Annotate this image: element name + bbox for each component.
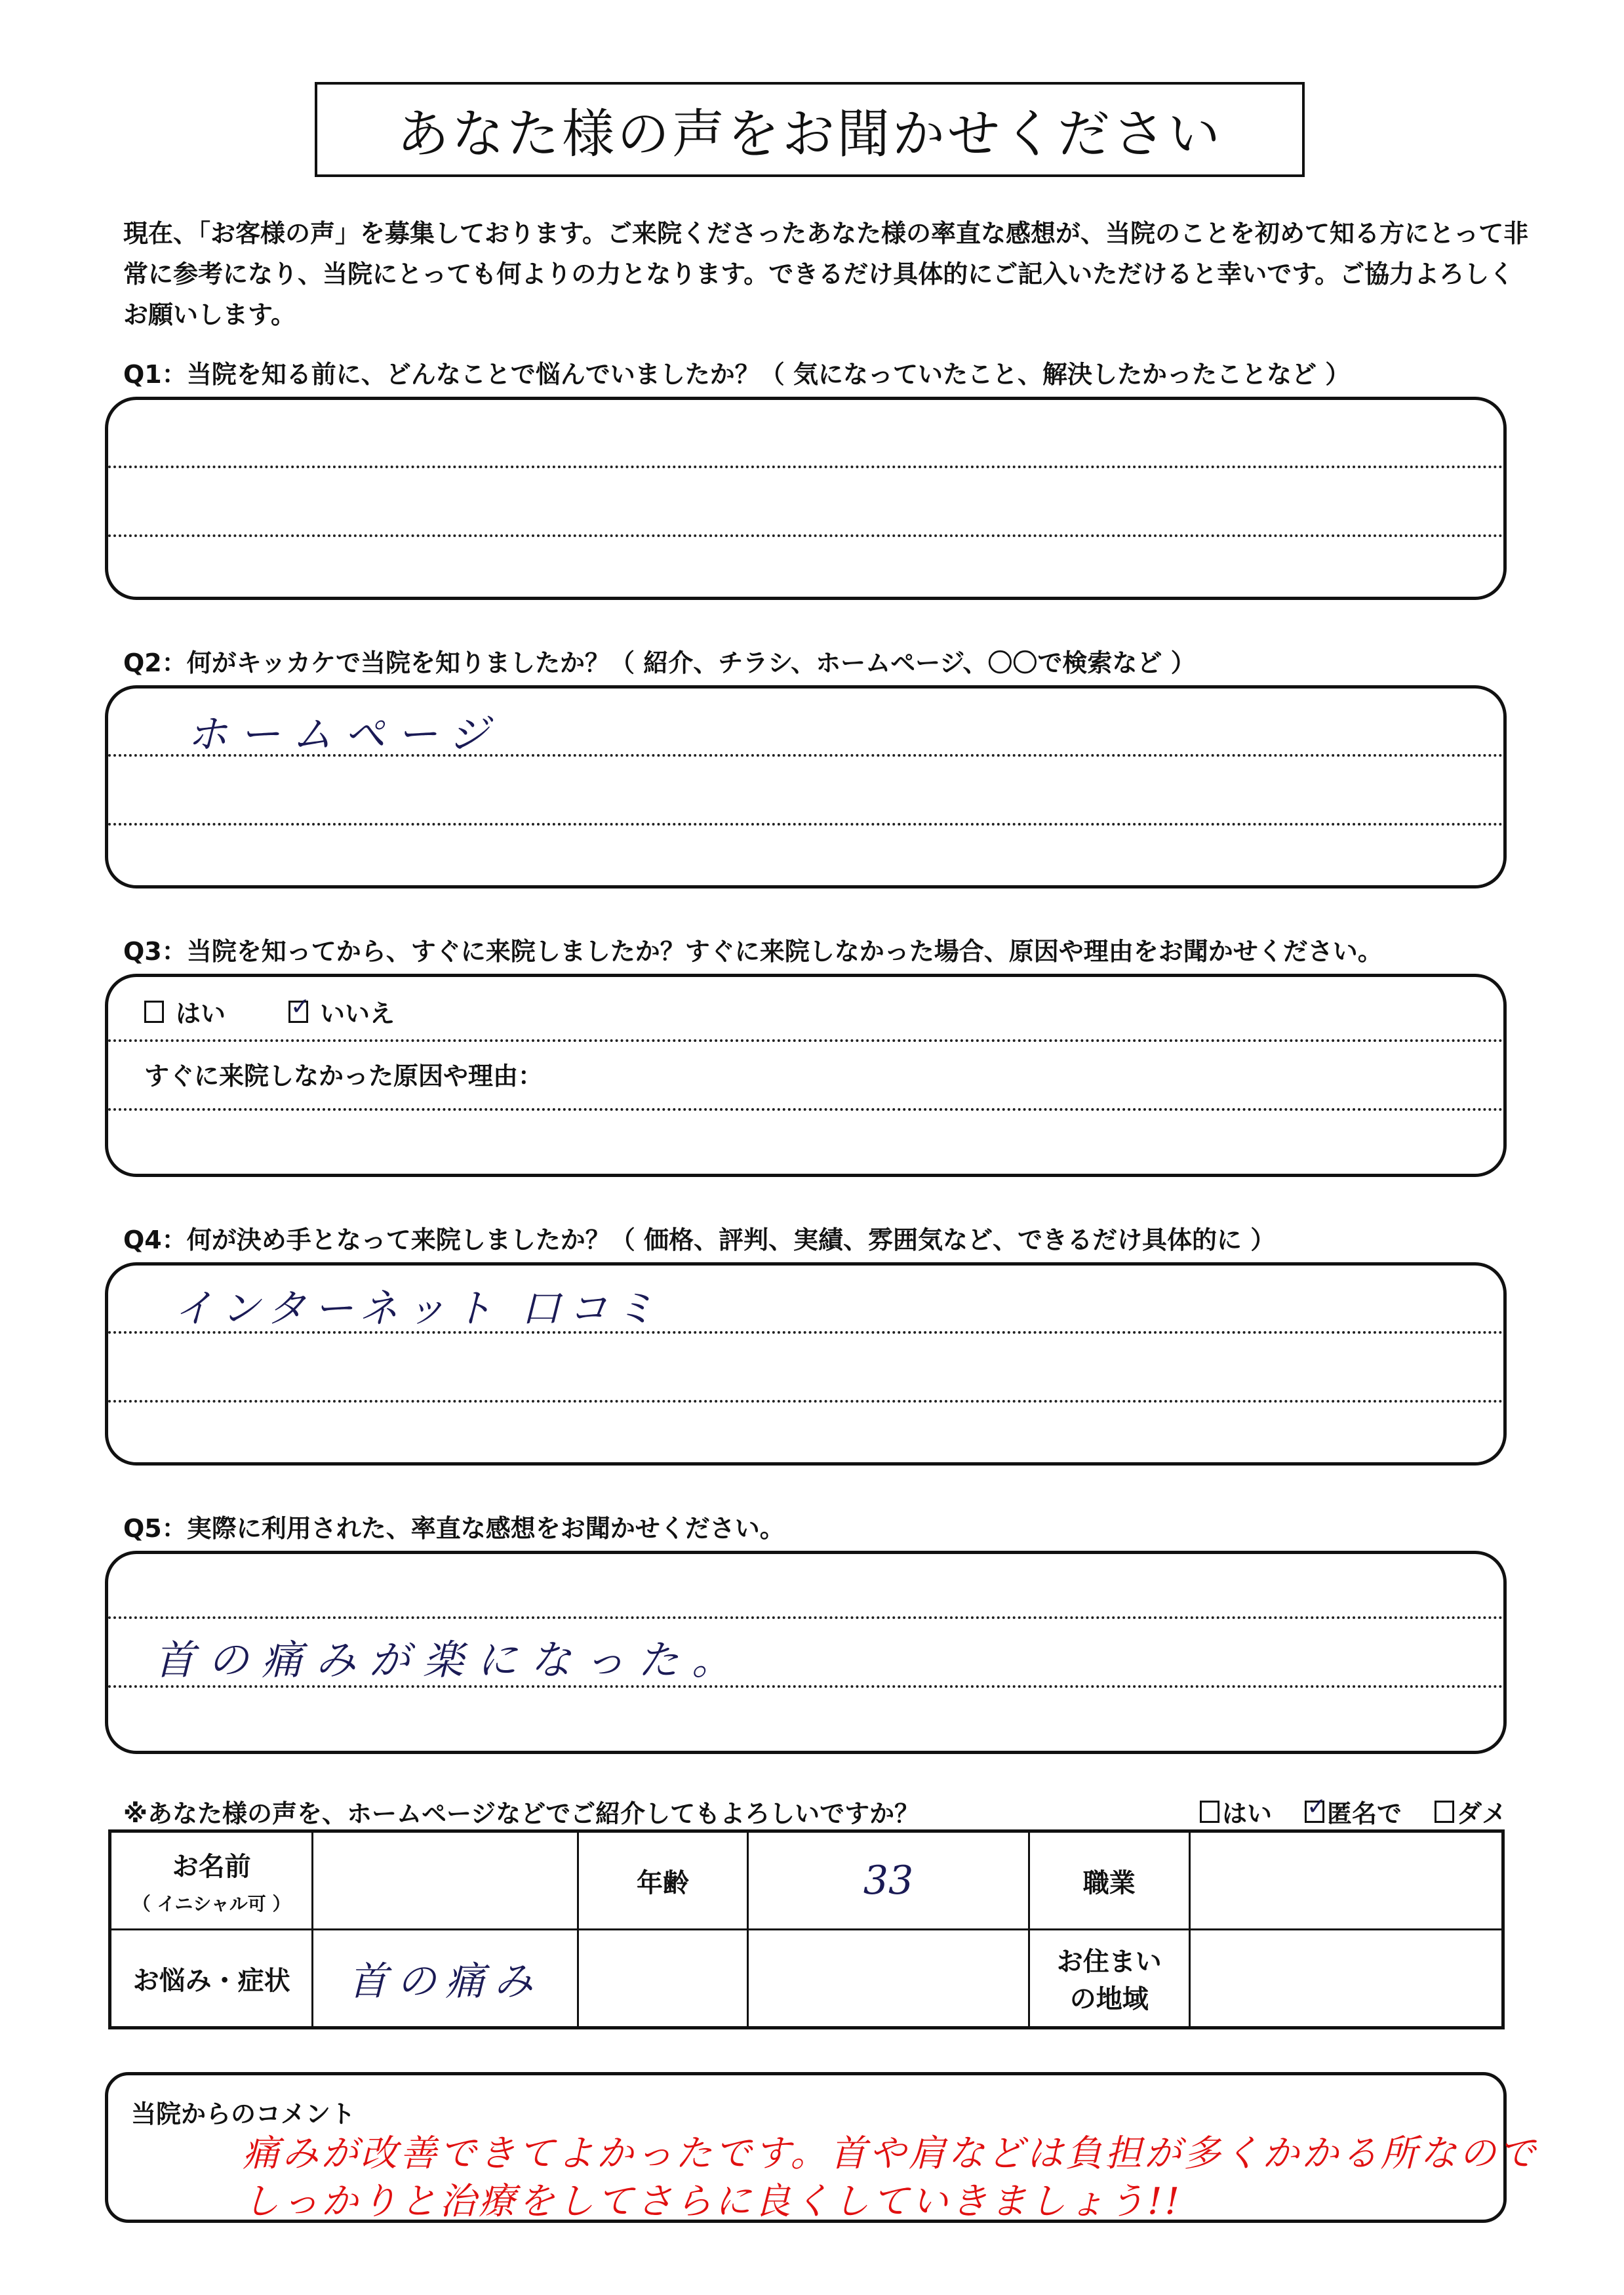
q3-checkbox-yes[interactable] xyxy=(144,1001,164,1023)
area-label: お住まいの地域 xyxy=(1056,1947,1162,2014)
q5-answer: 首の痛みが楽になった。 xyxy=(154,1636,746,1684)
publish-question: ※あなた様の声を、ホームページなどでご紹介してもよろしいですか？ xyxy=(123,1799,920,1828)
empty-cell xyxy=(578,1930,747,2028)
answer-line xyxy=(108,1400,1503,1403)
symptom-label-cell xyxy=(110,1930,313,2028)
q4-answer-box[interactable] xyxy=(105,1262,1507,1466)
job-label-cell xyxy=(1029,1831,1189,1930)
publish-checkbox-no[interactable] xyxy=(1435,1801,1454,1823)
intro-text: 現在、「お客様の声」を募集しております。ご来院くださったあなた様の率直な感想が、当院のことを初めて知る方にとって非常に参考になり、当院にとっても何よりの力となります。できるだけ具体的にご記入いただけると幸いです。ご協力よろしくお願いします。 xyxy=(123,219,1529,329)
area-label-cell xyxy=(1029,1930,1189,2028)
q1-answer-box[interactable] xyxy=(105,397,1507,600)
answer-line xyxy=(108,466,1503,468)
age-value-cell[interactable] xyxy=(748,1831,1029,1930)
page-title: あなた様の声をお聞かせください xyxy=(397,104,1223,165)
symptom-value: 首の痛み xyxy=(348,1959,543,2005)
q2-label: Q2：何がキッカケで当院を知りましたか？（ 紹介、チラシ、ホームページ、〇〇で検索など ） xyxy=(123,649,1196,677)
q1-label: Q1：当院を知る前に、どんなことで悩んでいましたか？（ 気になっていたこと、解決したかったことなど ） xyxy=(123,360,1351,389)
comment-box xyxy=(105,2072,1538,2223)
job-label: 職業 xyxy=(1082,1867,1136,1898)
symptom-value-cell[interactable] xyxy=(313,1930,578,2028)
q5-answer-box[interactable] xyxy=(105,1551,1507,1754)
info-table xyxy=(108,1829,1505,2029)
q3-answer-box[interactable] xyxy=(105,974,1507,1177)
publish-checkbox-anonymous[interactable] xyxy=(1305,1801,1324,1823)
publish-checkbox-yes[interactable] xyxy=(1200,1801,1219,1823)
answer-line xyxy=(108,823,1503,826)
q2-answer: ホームページ xyxy=(187,710,501,758)
answer-line xyxy=(108,1039,1503,1042)
name-label-cell xyxy=(110,1831,313,1930)
symptom-label: お悩み・症状 xyxy=(132,1965,290,1996)
q3-label: Q3：当院を知ってから、すぐに来院しましたか？すぐに来院しなかった場合、原因や理由をお聞かせください。 xyxy=(123,937,1383,966)
job-value-cell[interactable] xyxy=(1189,1831,1503,1930)
age-value: 33 xyxy=(863,1858,914,1904)
q2-answer-box[interactable] xyxy=(105,685,1507,888)
comment-label: 当院からのコメント xyxy=(131,2100,356,2128)
age-label-cell xyxy=(578,1831,747,1930)
answer-line xyxy=(108,1108,1503,1111)
comment-line-1: 痛みが改善できてよかったです。首や肩などは負担が多くかかる所なので xyxy=(243,2132,1538,2175)
q5-label: Q5：実際に利用された、率直な感想をお聞かせください。 xyxy=(123,1514,785,1543)
empty-cell xyxy=(748,1930,1029,2028)
q3-option-yes: はい xyxy=(176,999,226,1028)
answer-line xyxy=(108,1616,1503,1619)
name-label: お名前 xyxy=(172,1851,251,1882)
area-value-cell[interactable] xyxy=(1189,1930,1503,2028)
name-sub-label: （ イニシャル可 ） xyxy=(132,1892,291,1915)
publish-option-no: ダメ xyxy=(1456,1799,1507,1828)
title-box xyxy=(315,82,1305,177)
publish-option-yes: はい xyxy=(1221,1799,1272,1828)
comment-line-2: しっかりと治療をしてさらに良くしていきましょう!! xyxy=(243,2180,1183,2223)
answer-line xyxy=(108,534,1503,537)
q3-option-no: いいえ xyxy=(320,999,395,1028)
age-label: 年齢 xyxy=(636,1867,689,1898)
publish-row xyxy=(123,1793,1507,1829)
publish-option-anonymous: 匿名で xyxy=(1326,1799,1402,1828)
name-value-cell[interactable] xyxy=(313,1831,578,1930)
q4-label: Q4：何が決め手となって来院しましたか？（ 価格、評判、実績、雰囲気など、できるだけ具体的に ） xyxy=(123,1226,1276,1254)
q3-options xyxy=(144,993,395,1029)
q3-reason-label: すぐに来院しなかった原因や理由： xyxy=(144,1062,544,1090)
q3-checkbox-no[interactable] xyxy=(288,1001,308,1023)
q4-answer: インターネット 口コミ xyxy=(174,1286,663,1332)
